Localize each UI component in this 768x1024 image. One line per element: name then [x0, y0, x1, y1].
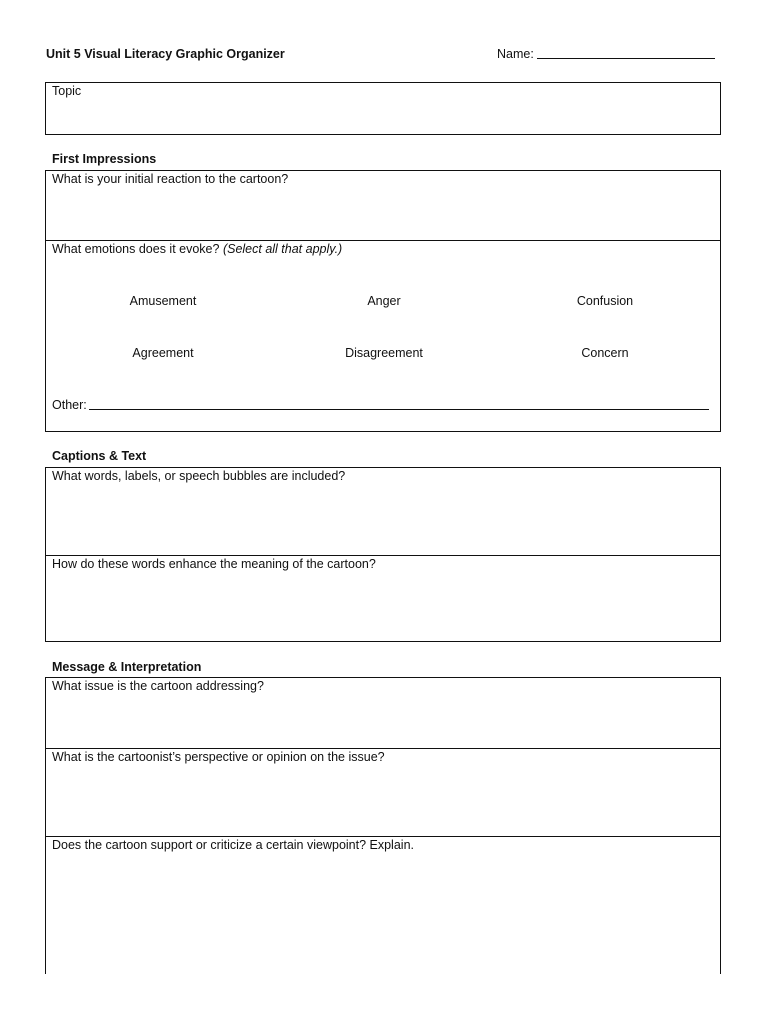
- first-impressions-box: [45, 170, 721, 432]
- message-interpretation-heading: Message & Interpretation: [52, 660, 202, 674]
- name-blank-line[interactable]: [537, 58, 715, 59]
- viewpoint-area[interactable]: [46, 837, 720, 974]
- issue-addressed-question: What issue is the cartoon addressing?: [52, 679, 264, 693]
- emotions-question: What emotions does it evoke? (Select all that apply.): [52, 242, 343, 256]
- name-label: Name:: [497, 47, 534, 61]
- viewpoint-question: Does the cartoon support or criticize a certain viewpoint? Explain.: [52, 838, 414, 852]
- other-blank-line[interactable]: [89, 409, 709, 410]
- first-impressions-heading: First Impressions: [52, 152, 157, 166]
- emotion-option-concern[interactable]: Concern: [581, 346, 629, 360]
- emotions-area: [46, 241, 720, 431]
- topic-box[interactable]: [45, 82, 721, 135]
- other-emotion-field[interactable]: [52, 398, 709, 412]
- captions-text-heading: Captions & Text: [52, 449, 147, 463]
- emotion-option-amusement[interactable]: Amusement: [129, 294, 197, 308]
- initial-reaction-question: What is your initial reaction to the cartoon?: [52, 172, 289, 186]
- emotion-option-agreement[interactable]: Agreement: [132, 346, 194, 360]
- captions-text-box: [45, 467, 721, 642]
- issue-addressed-area[interactable]: [46, 678, 720, 748]
- words-meaning-area[interactable]: [46, 556, 720, 641]
- initial-reaction-area[interactable]: [46, 171, 720, 240]
- message-interpretation-box: [45, 677, 721, 974]
- perspective-area[interactable]: [46, 749, 720, 836]
- emotion-option-confusion[interactable]: Confusion: [576, 294, 634, 308]
- words-included-area[interactable]: [46, 468, 720, 555]
- name-field[interactable]: [497, 47, 715, 61]
- document-title: Unit 5 Visual Literacy Graphic Organizer: [46, 47, 285, 61]
- perspective-question: What is the cartoonist’s perspective or opinion on the issue?: [52, 750, 385, 764]
- topic-label: Topic: [52, 84, 82, 98]
- words-included-question: What words, labels, or speech bubbles are included?: [52, 469, 346, 483]
- emotion-option-anger[interactable]: Anger: [367, 294, 401, 308]
- words-meaning-question: How do these words enhance the meaning of the cartoon?: [52, 557, 376, 571]
- emotion-option-disagreement[interactable]: Disagreement: [345, 346, 423, 360]
- other-label: Other:: [52, 398, 87, 412]
